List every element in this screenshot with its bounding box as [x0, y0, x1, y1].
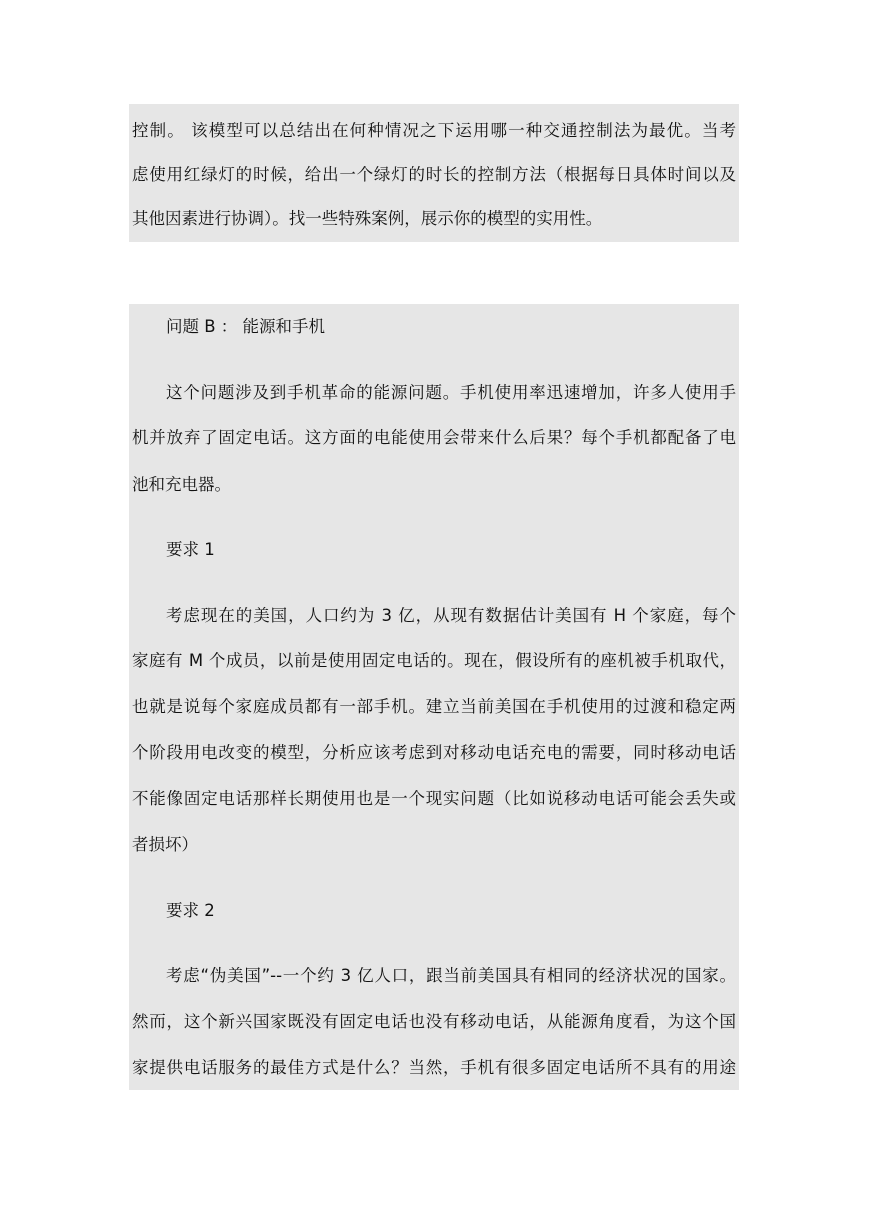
requirement-2-heading: 要求 2 [166, 901, 215, 920]
requirement-1-line: 者损坏） [132, 835, 198, 854]
paragraph-line: 其他因素进行协调）。找一些特殊案例，展示你的模型的实用性。 [132, 209, 603, 228]
requirement-1-line: 家庭有 M 个成员，以前是使用固定电话的。现在，假设所有的座机被手机取代， [132, 651, 736, 670]
requirement-2-line: 然而，这个新兴国家既没有固定电话也没有移动电话，从能源角度看，为这个国 [132, 1012, 736, 1031]
paragraph-line: 虑使用红绿灯的时候，给出一个绿灯的时长的控制方法（根据每日具体时间以及 [132, 165, 736, 184]
requirement-2-line: 考虑“伪美国”--一个约 3 亿人口，跟当前美国具有相同的经济状况的国家。 [166, 966, 736, 985]
requirement-1-line: 考虑现在的美国，人口约为 3 亿，从现有数据估计美国有 H 个家庭，每个 [166, 606, 736, 625]
requirement-1-line: 个阶段用电改变的模型，分析应该考虑到对移动电话充电的需要，同时移动电话 [132, 743, 736, 762]
intro-line: 机并放弃了固定电话。这方面的电能使用会带来什么后果？每个手机都配备了电 [132, 428, 736, 447]
requirement-2-line: 家提供电话服务的最佳方式是什么？当然，手机有很多固定电话所不具有的用途 [132, 1058, 736, 1077]
requirement-1-line: 也就是说每个家庭成员都有一部手机。建立当前美国在手机使用的过渡和稳定两 [132, 697, 736, 716]
requirement-1-heading: 要求 1 [166, 540, 215, 559]
intro-line: 这个问题涉及到手机革命的能源问题。手机使用率迅速增加，许多人使用手 [166, 383, 736, 402]
problem-a-continuation-block [129, 104, 739, 242]
paragraph-line: 控制。 该模型可以总结出在何种情况之下运用哪一种交通控制法为最优。当考 [132, 121, 736, 140]
problem-b-title: 问题 B ： 能源和手机 [166, 317, 326, 336]
problem-b-block [129, 304, 739, 1090]
requirement-1-line: 不能像固定电话那样长期使用也是一个现实问题（比如说移动电话可能会丢失或 [132, 789, 736, 808]
intro-line: 池和充电器。 [132, 475, 231, 494]
